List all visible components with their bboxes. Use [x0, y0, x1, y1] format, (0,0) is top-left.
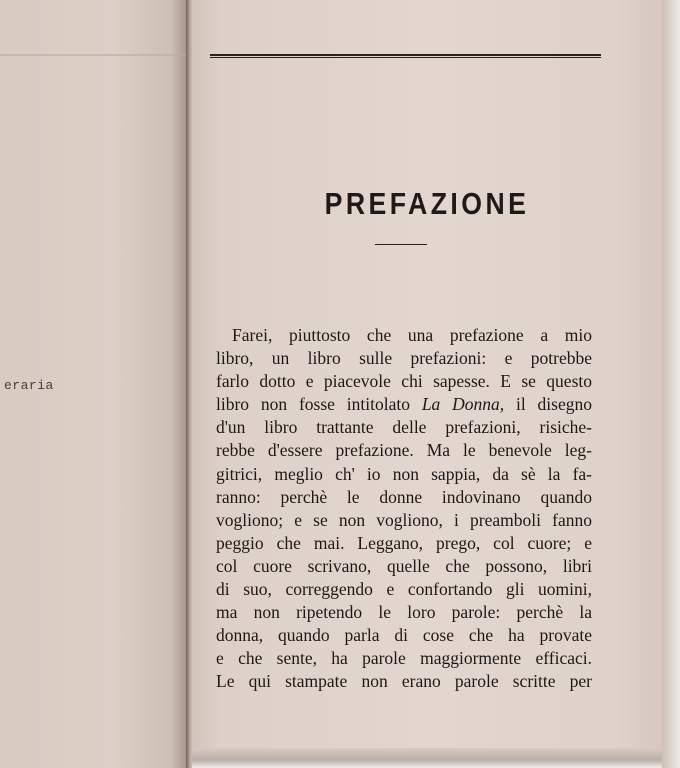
left-page	[0, 0, 186, 768]
text-line: ranno: perchè le donne indovinano quando	[216, 486, 592, 507]
text-line: d'un libro trattante delle prefazioni, risiche-	[216, 417, 592, 438]
text-line: gitrici, meglio ch' io non sappia, da sè la fa-	[216, 463, 592, 484]
text-line: farlo dotto e piacevole chi sapesse. E se questo	[216, 371, 592, 392]
right-page	[192, 0, 662, 760]
text-line: donna, quando parla di cose che ha provate	[216, 625, 592, 646]
text-line: e che sente, ha parole maggiormente efficaci.	[216, 648, 592, 669]
page-edge-bottom	[192, 748, 662, 768]
text-line: Farei, piuttosto che una prefazione a mio	[232, 325, 592, 345]
text-segment: libro non fosse intitolato	[216, 394, 410, 415]
text-line: libro, un libro sulle prefazioni: e potrebbe	[216, 348, 592, 369]
book-title-italic: La Donna,	[421, 394, 505, 415]
text-line: di suo, correggendo e confortando gli uomini,	[216, 579, 592, 600]
page-edge-right	[662, 0, 680, 768]
text-line: rebbe d'essere prefazione. Ma le benevole leg-	[216, 440, 592, 461]
left-page-bleed-rule	[0, 54, 186, 56]
text-line: ma non ripetendo le loro parole: perchè la	[216, 602, 592, 623]
text-line-with-title	[216, 393, 592, 416]
left-page-text-fragment: eraria	[4, 378, 54, 393]
text-line: Le qui stampate non erano parole scritte per	[216, 671, 592, 692]
text-segment: il disegno	[516, 394, 593, 415]
text-line: col cuore scrivano, quelle che possono, libri	[216, 555, 592, 576]
page-title: PREFAZIONE	[324, 186, 530, 221]
header-rule	[210, 54, 601, 58]
title-underline	[375, 244, 427, 245]
text-line: vogliono; e se non vogliono, i preamboli fanno	[216, 509, 592, 530]
body-text	[216, 324, 592, 694]
text-line: peggio che mai. Leggano, prego, col cuore; e	[216, 532, 592, 553]
